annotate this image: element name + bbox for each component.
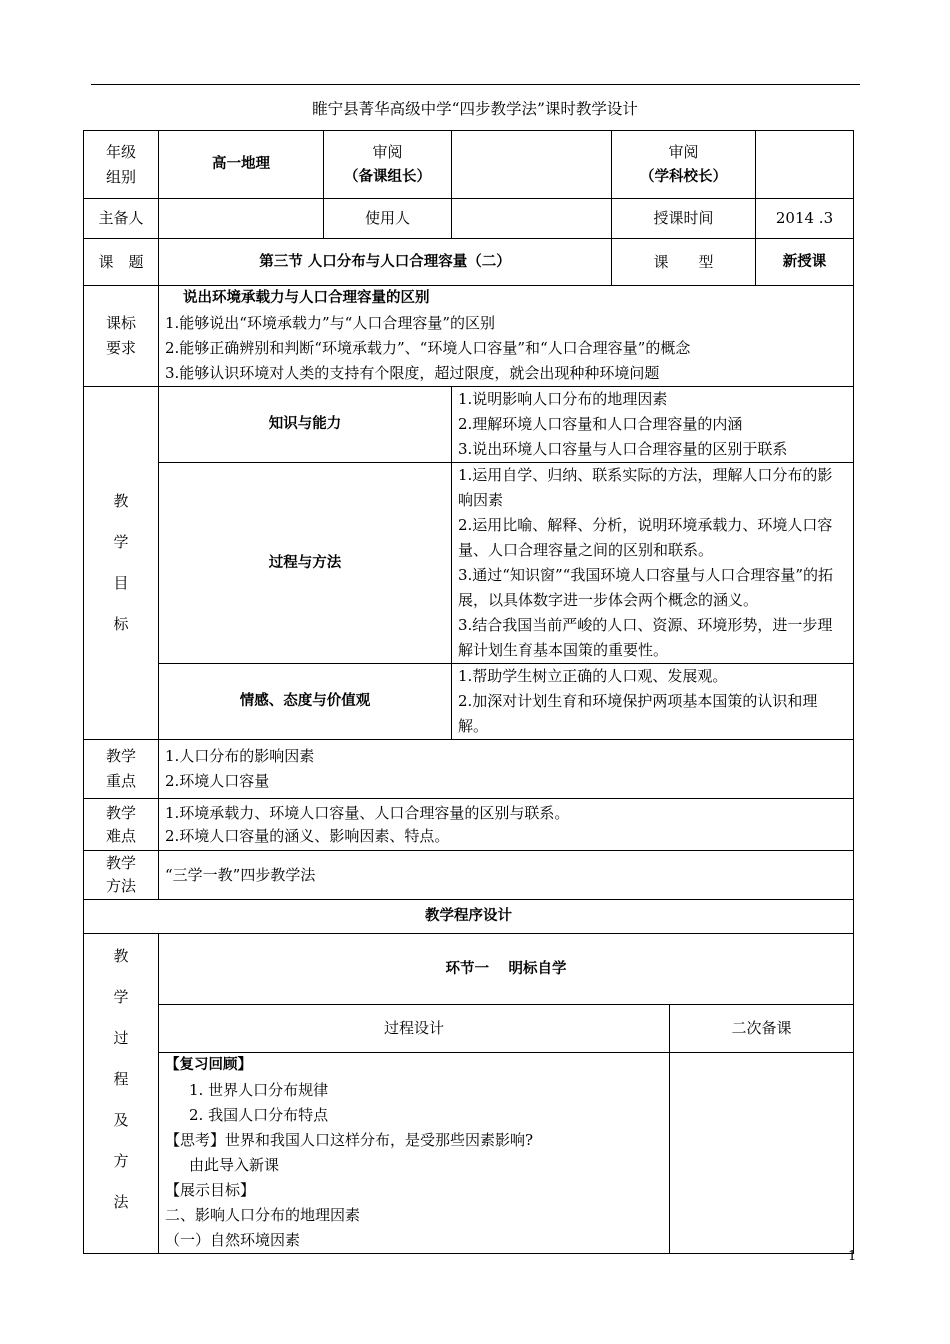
knowledge-label: 知识与能力: [159, 387, 452, 463]
topic-value: 第三节 人口分布与人口合理容量（二）: [159, 239, 612, 286]
type-value: 新授课: [756, 239, 854, 286]
method-label: 教学 方法: [84, 851, 159, 900]
stage-title: 环节一 明标自学: [159, 934, 854, 1005]
lesson-plan-table: [83, 130, 854, 1254]
grade-value: 高一地理: [159, 131, 324, 199]
document-title: 睢宁县菁华高级中学“四步教学法”课时教学设计: [312, 100, 638, 118]
attitude-content: 1.帮助学生树立正确的人口观、发展观。 2.加深对计划生育和环境保护两项基本国策的认识和理解。: [452, 664, 854, 740]
header-rule: [91, 84, 860, 85]
process-label: 教 学 过 程 及 方 法: [84, 934, 159, 1254]
review-principal-cell: 审阅 （学科校长）: [612, 131, 756, 199]
review-principal-value: [756, 131, 854, 199]
difficulties-label: 教学 难点: [84, 799, 159, 851]
user-label: 使用人: [324, 199, 452, 239]
process-design-header: 过程设计: [159, 1005, 670, 1053]
grade-label-cell: 年级 组别: [84, 131, 159, 199]
second-prep-content: [670, 1053, 854, 1254]
preparer-value: [159, 199, 324, 239]
standards-content: 说出环境承载力与人口合理容量的区别 1.能够说出“环境承载力”与“人口合理容量”的区别 2.能够正确辨别和判断“环境承载力”、“环境人口容量”和“人口合理容量”的概念 3.能够认识环境对人类的支持有个限度，超过限度，就会出现种种环境问题: [159, 286, 854, 387]
program-heading: 教学程序设计: [84, 900, 854, 934]
process-design-content: 【复习回顾】 1. 世界人口分布规律 2. 我国人口分布特点 【思考】世界和我国人口这样分布，是受那些因素影响? 由此导入新课 【展示目标】 二、影响人口分布的地理因素 （一）自然环境因素: [159, 1053, 670, 1254]
goals-label: 教 学 目 标: [84, 387, 159, 740]
review-group-leader-cell: 审阅 （备课组长）: [324, 131, 452, 199]
knowledge-content: 1.说明影响人口分布的地理因素 2.理解环境人口容量和人口合理容量的内涵 3.说出环境人口容量与人口合理容量的区别于联系: [452, 387, 854, 463]
method-value: “三学一教”四步教学法: [159, 851, 854, 900]
attitude-label: 情感、态度与价值观: [159, 664, 452, 740]
type-label: 课 型: [612, 239, 756, 286]
time-label: 授课时间: [612, 199, 756, 239]
process-method-content: 1.运用自学、归纳、联系实际的方法，理解人口分布的影响因素 2.运用比喻、解释、分析，说明环境承载力、环境人口容量、人口合理容量之间的区别和联系。 3.通过“知识窗”“我国环境人口容量与人口合理容量”的拓展，以具体数字进一步体会两个概念的涵义。 3.结合我国当前严峻的人口、资源、环境形势，进一步理解计划生育基本国策的重要性。: [452, 463, 854, 664]
second-prep-header: 二次备课: [670, 1005, 854, 1053]
topic-label: 课 题: [84, 239, 159, 286]
time-value: 2014 .3: [756, 199, 854, 239]
preparer-label: 主备人: [84, 199, 159, 239]
process-method-label: 过程与方法: [159, 463, 452, 664]
difficulties-content: 1.环境承载力、环境人口容量、人口合理容量的区别与联系。 2.环境人口容量的涵义、影响因素、特点。: [159, 799, 854, 851]
key-points-label: 教学 重点: [84, 740, 159, 799]
review-group-leader-value: [452, 131, 612, 199]
user-value: [452, 199, 612, 239]
key-points-content: 1.人口分布的影响因素 2.环境人口容量: [159, 740, 854, 799]
page-number: 1: [848, 1249, 857, 1264]
standards-label: 课标 要求: [84, 286, 159, 387]
